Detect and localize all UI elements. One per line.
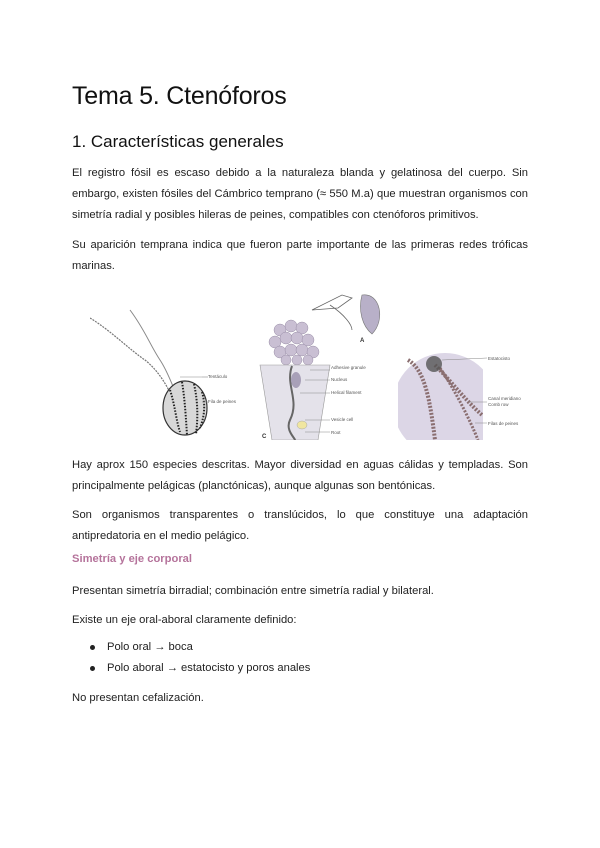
list-item: Polo oral → boca (72, 637, 310, 658)
subheading-symmetry-axis: Simetría y eje corporal (72, 553, 193, 565)
paragraph-symmetry: Presentan simetría birradial; combinación entre simetría radial y bilateral. (72, 585, 434, 597)
page-title: Tema 5. Ctenóforos (72, 82, 287, 110)
paragraph-axis: Existe un eje oral-aboral claramente definido: (72, 614, 297, 626)
bullet-list (72, 637, 310, 679)
label-letter-a: A (360, 338, 365, 344)
left-ctenophore-drawing (90, 310, 208, 435)
section-heading: 1. Características generales (72, 132, 284, 151)
label-fila-peines-left: Fila de peines (208, 399, 237, 404)
right-statocyst-drawing (393, 353, 497, 440)
label-adhesive-granule: Adhesive granule (331, 365, 366, 370)
paragraph-fossil-record: El registro fósil es escaso debido a la naturaleza blanda y gelatinosa del cuerpo. Sin embargo, existen fósiles del Cámbrico temprano (≈ 550 M.a) que muestran organismos con simetría radial y posibles hileras de peines, compatibles con ctenóforos primitivos. (72, 167, 528, 221)
list-item: Polo aboral → estatocisto y poros anales (72, 658, 310, 679)
ctenophore-illustration (90, 290, 530, 440)
label-root: Root (331, 430, 341, 435)
label-canal-meridiano: Canal meridiano (488, 396, 521, 401)
label-comb-row: Comb row (488, 402, 509, 407)
label-tentaculo: Tentáculo (208, 374, 228, 379)
figure-svg (90, 290, 530, 440)
label-nucleus: Nucleus (331, 377, 348, 382)
label-filas-peines-right: Filas de peines (488, 421, 519, 426)
label-estatocisto: Estatocisto (488, 356, 511, 361)
paragraph-transparency: Son organismos transparentes o translúcidos, lo que constituye una adaptación antipredatoria en el medio pelágico. (72, 509, 528, 542)
paragraph-early-appearance: Su aparición temprana indica que fueron parte importante de las primeras redes tróficas marinas. (72, 239, 528, 272)
paragraph-species: Hay aprox 150 especies descritas. Mayor diversidad en aguas cálidas y templadas. Son principalmente pelágicas (planctónicas), aunque algunas son bentónicas. (72, 459, 528, 492)
label-letter-c: C (262, 434, 267, 440)
label-helical-filament: Helical filament (331, 390, 362, 395)
paragraph-cephalization: No presentan cefalización. (72, 692, 204, 704)
label-vesicle-cell: Vesicle cell (331, 417, 354, 422)
